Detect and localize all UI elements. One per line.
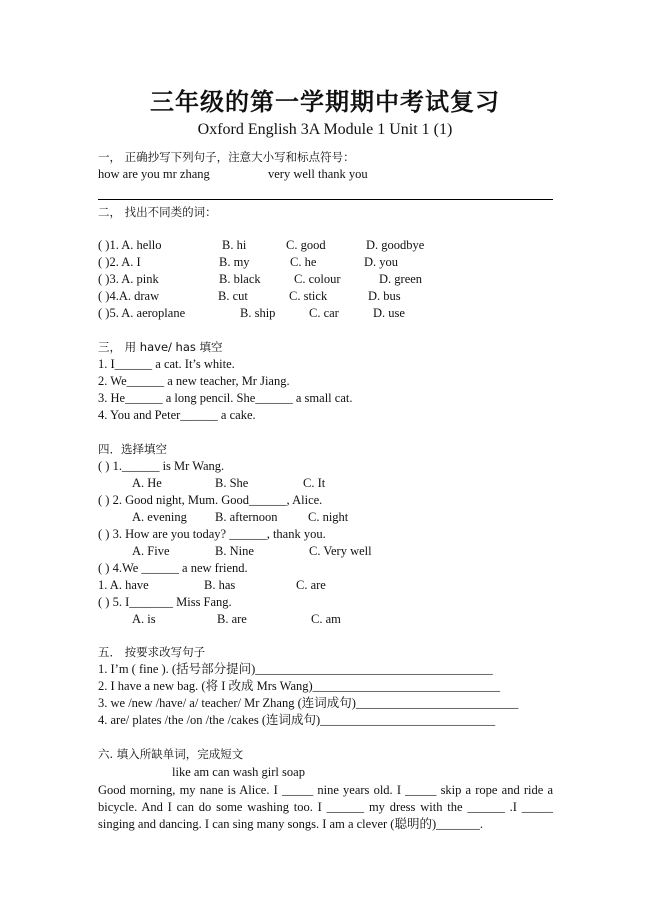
section-6-heading: 六. 填入所缺单词，完成短文 — [98, 747, 244, 761]
page-subtitle: Oxford English 3A Module 1 Unit 1 (1) — [197, 121, 453, 138]
rewrite-item-4: 4. are/ plates /the /on /the /cakes (连词成句)____________________________ — [98, 713, 496, 727]
odd-one-out-q2-b: B. my — [219, 255, 250, 269]
odd-one-out-q1-c: C. good — [286, 238, 326, 252]
cloze-paragraph: Good morning, my nane is Alice. I _____ nine years old. I _____ skip a rope and ride a bicycle. And I can do some washing too. I ______ my dress with the ______ .I _____ singing and dancing. I can sing many songs. I am a clever (聪明的)_______. — [98, 783, 553, 831]
odd-one-out-q5: ( )5. A. aeroplane — [98, 306, 186, 320]
odd-one-out-q3-b: B. black — [219, 272, 261, 286]
odd-one-out-q5-b: B. ship — [240, 306, 276, 320]
choice-q2-c: C. night — [308, 510, 349, 524]
fill-item-3: 3. He______ a long pencil. She______ a small cat. — [98, 391, 353, 405]
choice-q5-b: B. are — [217, 612, 247, 626]
copy-sentence-2: very well thank you — [268, 167, 368, 181]
choice-q1-b: B. She — [215, 476, 249, 490]
word-bank: like am can wash girl soap — [172, 765, 305, 779]
choice-q4-c: C. are — [296, 578, 326, 592]
odd-one-out-q4: ( )4.A. draw — [98, 289, 160, 303]
section-3-heading: 三， 用 have/ has 填空 — [98, 340, 223, 354]
choice-q5-a: A. is — [132, 612, 156, 626]
rewrite-item-1: 1. I’m ( fine ). (括号部分提问)______________________________________ — [98, 662, 493, 676]
answer-line — [98, 199, 553, 200]
fill-item-2: 2. We______ a new teacher, Mr Jiang. — [98, 374, 290, 388]
odd-one-out-q4-b: B. cut — [218, 289, 248, 303]
odd-one-out-q5-c: C. car — [309, 306, 339, 320]
choice-q4-a: 1. A. have — [98, 578, 149, 592]
odd-one-out-q3-c: C. colour — [294, 272, 341, 286]
odd-one-out-q4-d: D. bus — [368, 289, 401, 303]
odd-one-out-q2-d: D. you — [364, 255, 399, 269]
choice-q3: ( ) 3. How are you today? ______, thank you. — [98, 527, 326, 541]
choice-q5: ( ) 5. I_______ Miss Fang. — [98, 595, 232, 609]
choice-q5-c: C. am — [311, 612, 341, 626]
odd-one-out-q1-b: B. hi — [222, 238, 247, 252]
section-1-heading: 一， 正确抄写下列句子，注意大小写和标点符号： — [98, 150, 355, 164]
rewrite-item-3: 3. we /new /have/ a/ teacher/ Mr Zhang (连词成句)__________________________ — [98, 696, 519, 710]
choice-q1-c: C. It — [303, 476, 326, 490]
odd-one-out-q2-c: C. he — [290, 255, 317, 269]
odd-one-out-q1: ( )1. A. hello — [98, 238, 162, 252]
odd-one-out-q3-d: D. green — [379, 272, 423, 286]
odd-one-out-q5-d: D. use — [373, 306, 405, 320]
section-2-heading: 二， 找出不同类的词： — [98, 205, 217, 219]
odd-one-out-q4-c: C. stick — [289, 289, 328, 303]
odd-one-out-q3: ( )3. A. pink — [98, 272, 159, 286]
choice-q2-a: A. evening — [132, 510, 187, 524]
choice-q3-b: B. Nine — [215, 544, 254, 558]
odd-one-out-q1-d: D. goodbye — [366, 238, 425, 252]
odd-one-out-q2: ( )2. A. I — [98, 255, 141, 269]
fill-item-1: 1. I______ a cat. It’s white. — [98, 357, 235, 371]
choice-q2: ( ) 2. Good night, Mum. Good______, Alice. — [98, 493, 323, 507]
choice-q1: ( ) 1.______ is Mr Wang. — [98, 459, 225, 473]
page-title: 三年级的第一学期期中考试复习 — [150, 88, 500, 116]
section-5-heading: 五． 按要求改写句子 — [98, 645, 206, 659]
fill-item-4: 4. You and Peter______ a cake. — [98, 408, 256, 422]
choice-q3-a: A. Five — [132, 544, 170, 558]
copy-sentence-1: how are you mr zhang — [98, 167, 210, 181]
choice-q4: ( ) 4.We ______ a new friend. — [98, 561, 248, 575]
choice-q4-b: B. has — [204, 578, 236, 592]
choice-q3-c: C. Very well — [309, 544, 372, 558]
choice-q1-a: A. He — [132, 476, 162, 490]
choice-q2-b: B. afternoon — [215, 510, 278, 524]
rewrite-item-2: 2. I have a new bag. (将 I 改成 Mrs Wang)______________________________ — [98, 679, 501, 693]
section-4-heading: 四．选择填空 — [98, 442, 167, 456]
